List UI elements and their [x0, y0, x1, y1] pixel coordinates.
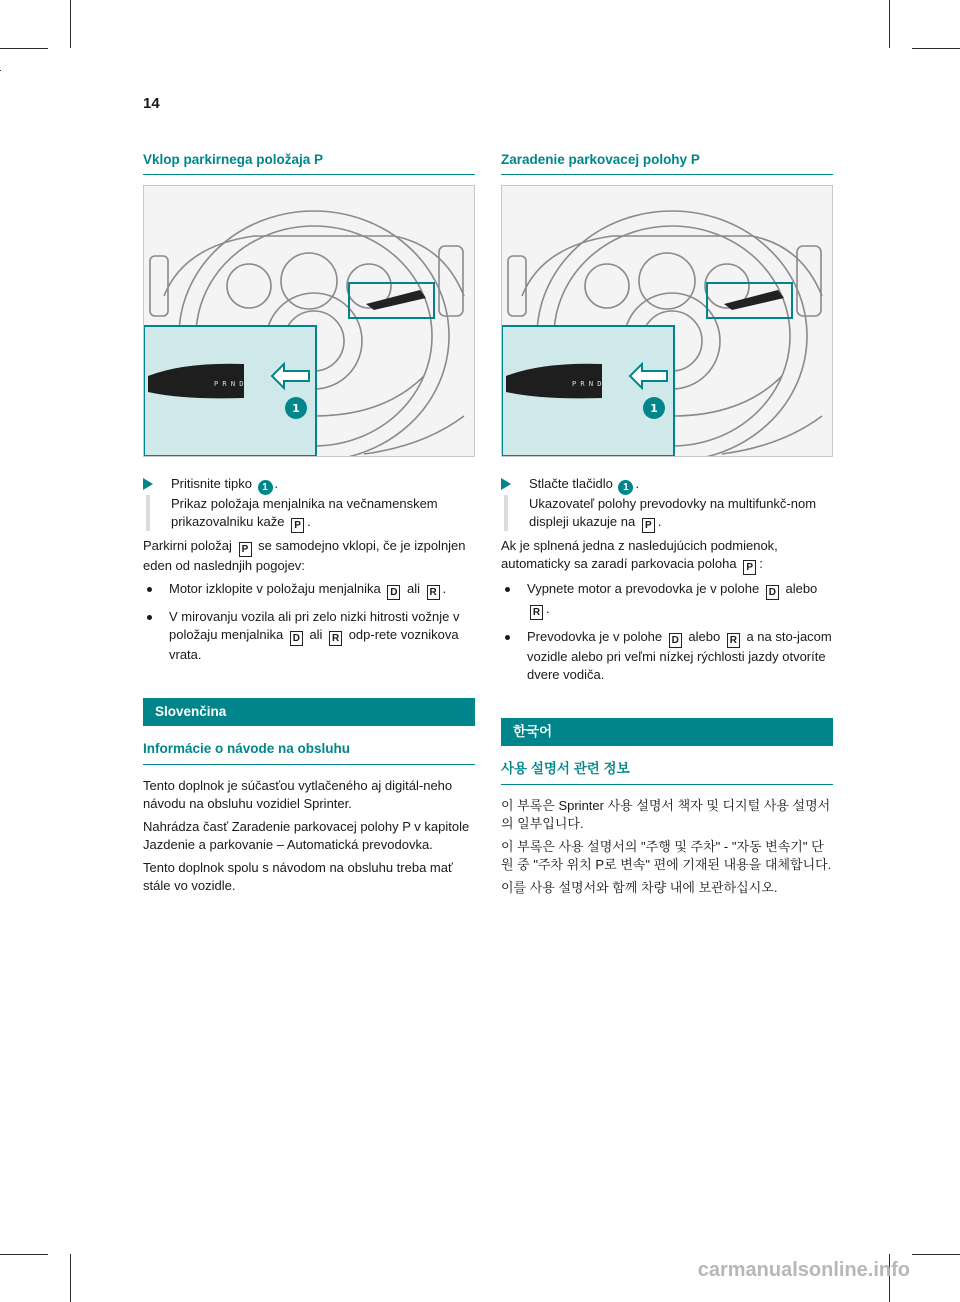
paragraph: Nahrádza časť Zaradenie parkovacej polohy P v kapitole Jazdenie a parkovanie – Automatická prevodovka.	[143, 819, 470, 852]
step-text: Pritisnite tipko	[171, 476, 252, 491]
left-column	[143, 152, 475, 900]
step-arrow-icon	[143, 478, 153, 490]
crop-mark	[912, 48, 960, 49]
steering-wheel-drawing	[502, 186, 832, 456]
crop-mark	[0, 48, 48, 49]
instruction-step	[143, 475, 475, 533]
crop-mark	[889, 0, 890, 48]
figure-callout: 1	[650, 402, 658, 415]
paragraph: Parkirni položaj P se samodejno vklopi, če je izpolnjen eden od naslednjih pogojev:	[143, 538, 466, 573]
steering-wheel-illustration	[143, 185, 475, 457]
subsection-title: 사용 설명서 관련 정보	[501, 760, 833, 785]
list-item: Prevodovka je v polohe D alebo R a na sto-jacom vozidle alebo pri veľmi nízkej rýchlosti jazdy otvoríte dvere vodiča.	[501, 628, 833, 684]
step-text: .	[274, 476, 279, 491]
svg-text:P R N D: P R N D	[572, 380, 602, 388]
paragraph: Tento doplnok spolu s návodom na obsluhu treba mať stále vo vozidle.	[143, 860, 453, 893]
step-text: .	[635, 476, 640, 491]
gear-symbol: D	[669, 633, 682, 648]
steering-wheel-drawing	[144, 186, 474, 456]
crop-mark	[912, 1254, 960, 1255]
subsection-title: Informácie o návode na obsluhu	[143, 740, 475, 765]
list-item: Vypnete motor a prevodovka je v polohe D alebo R .	[501, 580, 833, 620]
bullet-icon	[505, 587, 510, 592]
gear-symbol: R	[427, 585, 440, 600]
step-arrow-icon	[501, 478, 511, 490]
steering-wheel-illustration	[501, 185, 833, 457]
step-text: .	[307, 514, 311, 529]
callout-badge: 1	[618, 480, 633, 495]
language-header: 한국어	[501, 718, 833, 746]
gear-symbol: P	[642, 518, 655, 533]
callout-badge: 1	[258, 480, 273, 495]
paragraph: Ak je splnená jedna z nasledujúcich podmienok, automaticky sa zaradí parkovacia poloha P :	[501, 538, 778, 573]
condition-list	[501, 580, 833, 684]
bullet-icon	[147, 587, 152, 592]
right-column	[501, 152, 833, 902]
gear-symbol: P	[743, 560, 756, 575]
gear-symbol: R	[329, 631, 342, 646]
gear-symbol: P	[239, 542, 252, 557]
gear-symbol: D	[387, 585, 400, 600]
figure-callout: 1	[292, 402, 300, 415]
instruction-steps	[501, 475, 833, 897]
gear-symbol: D	[290, 631, 303, 646]
step-text: Stlačte tlačidlo	[529, 476, 613, 491]
paragraph: 이를 사용 설명서와 함께 차량 내에 보관하십시오.	[501, 880, 778, 895]
watermark: carmanualsonline.info	[697, 1259, 910, 1281]
gear-symbol: P	[291, 518, 304, 533]
gear-symbol: R	[727, 633, 740, 648]
crop-mark	[70, 0, 71, 48]
gear-symbol: R	[530, 605, 543, 620]
instruction-step	[501, 475, 833, 533]
section-title: Zaradenie parkovacej polohy P	[501, 152, 833, 175]
crop-mark	[70, 1254, 71, 1302]
step-bar	[146, 495, 150, 531]
step-text: Ukazovateľ polohy prevodovky na multifunkč-nom displeji ukazuje na	[529, 496, 817, 529]
list-item: Motor izklopite v položaju menjalnika D ali R .	[143, 580, 475, 600]
bullet-icon	[505, 635, 510, 640]
page-number: 14	[143, 95, 160, 112]
crop-mark	[0, 70, 1, 71]
gear-symbol: D	[766, 585, 779, 600]
section-title: Vklop parkirnega položaja P	[143, 152, 475, 175]
bullet-icon	[147, 615, 152, 620]
step-text: .	[657, 514, 662, 529]
step-text: Prikaz položaja menjalnika na večnamenskem prikazovalniku kaže	[171, 496, 438, 529]
paragraph: 이 부록은 사용 설명서의 "주행 및 주차" - "자동 변속기" 단원 중 "주차 위치 P로 변속" 편에 기재된 내용을 대체합니다.	[501, 839, 832, 872]
language-header: Slovenčina	[143, 698, 475, 726]
instruction-steps	[143, 475, 475, 895]
paragraph: 이 부록은 Sprinter 사용 설명서 책자 및 디지털 사용 설명서의 일부입니다.	[501, 798, 831, 831]
list-item: V mirovanju vozila ali pri zelo nizki hitrosti vožnje v položaju menjalnika D ali R odp-rete voznikova vrata.	[143, 608, 475, 664]
svg-text:P R N D: P R N D	[214, 380, 244, 388]
condition-list	[143, 580, 475, 664]
step-bar	[504, 495, 508, 531]
paragraph: Tento doplnok je súčasťou vytlačeného aj digitál-neho návodu na obsluhu vozidiel Sprinter.	[143, 778, 453, 811]
crop-mark	[0, 1254, 48, 1255]
